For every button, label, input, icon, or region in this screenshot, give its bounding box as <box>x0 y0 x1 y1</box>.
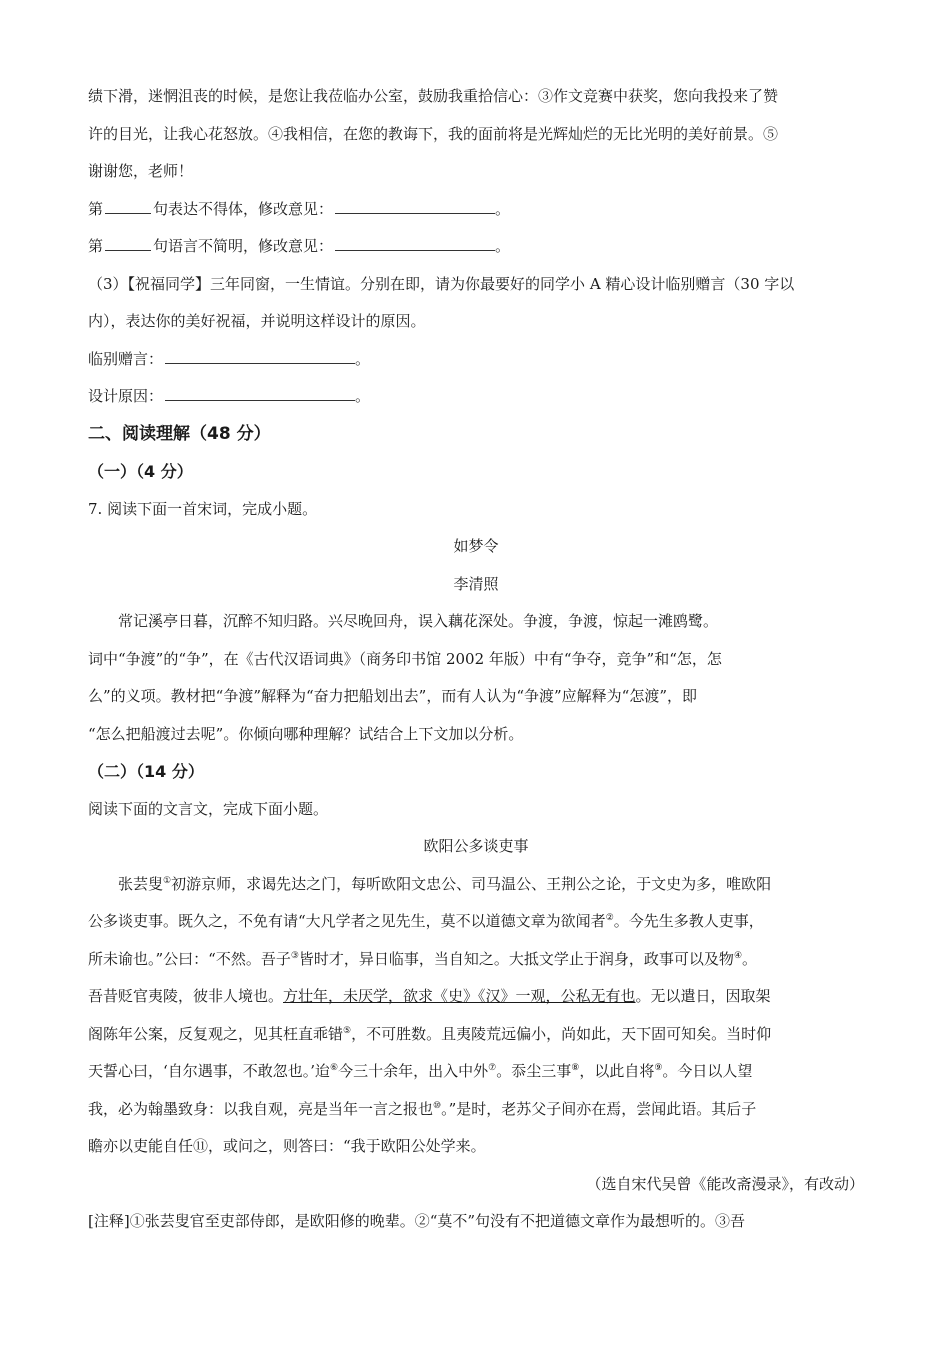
document-page <box>88 78 864 1241</box>
question-improper-expression: 第 句表达不得体，修改意见： 。 <box>88 199 511 218</box>
subsection-heading: （一）（4 分） <box>88 462 193 481</box>
essay-line: 阁陈年公案，反复观之，见其枉直乖错⑤，不可胜数。且夷陵荒远偏小，尚如此，天下固可知矣。当时仰 <box>88 1024 772 1043</box>
essay-line: 公多谈吏事。既久之，不免有请“大凡学者之见先生，莫不以道德文章为欲闻者②。今先生多教人吏事， <box>88 912 764 930</box>
paragraph-line: 词中“争渡”的“争”，在《古代汉语词典》（商务印书馆 2002 年版）中有“争夺，竞争”和“怎，怎 <box>88 649 722 668</box>
essay-line: 瞻亦以吏能自任⑪，或问之，则答曰：“我于欧阳公处学来。 <box>88 1137 486 1155</box>
essay-line: 我，必为翰墨致身：以我自观，亮是当年一言之报也⑩。”是时，老苏父子间亦在焉，尝闻此语。其后子 <box>88 1099 757 1118</box>
paragraph-line: 么”的义项。教材把“争渡”解释为“奋力把船划出去”，而有人认为“争渡”应解释为“怎渡”，即 <box>88 687 698 705</box>
design-reason-field: 设计原因： 。 <box>88 387 371 405</box>
question-verbose-language: 第 句语言不简明，修改意见： 。 <box>88 237 511 255</box>
answer-blank[interactable] <box>105 212 151 214</box>
question-3-line: 内），表达你的美好祝福，并说明这样设计的原因。 <box>88 312 426 330</box>
essay-line: 张芸叟①初游京师，求谒先达之门，每听欧阳文忠公、司马温公、王荆公之论，于文史为多，唯欧阳 <box>118 874 772 893</box>
answer-blank[interactable] <box>335 249 495 251</box>
paragraph-line: 谢谢您，老师！ <box>88 162 194 180</box>
subsection-heading: （二）（14 分） <box>88 762 204 781</box>
answer-blank[interactable] <box>335 212 495 214</box>
essay-line: 天誓心曰，‘自尔遇事，不敢忽也。’迨⑥今三十余年，出入中外⑦。忝尘三事⑧，以此自将⑨。今日以人望 <box>88 1062 753 1080</box>
essay-line: 所未谕也。”公曰：“不然。吾子③皆时才，异日临事，当自知之。大抵文学止于润身，政事可以及物④。 <box>88 949 758 968</box>
source-citation: （选自宋代吴曾《能改斋漫录》，有改动） <box>586 1174 864 1193</box>
underlined-sentence: 方壮年，未厌学，欲求《史》《汉》一观，公私无有也 <box>283 987 636 1005</box>
section-heading: 二、阅读理解（48 分） <box>88 423 271 444</box>
poem-title: 如梦令 <box>453 537 499 555</box>
reading-intro: 阅读下面的文言文，完成下面小题。 <box>88 799 329 818</box>
paragraph-line: 许的目光，让我心花怒放。④我相信，在您的教诲下，我的面前将是光辉灿烂的无比光明的美好前景。⑤ <box>88 124 779 143</box>
question-3-line: （3）【祝福同学】三年同窗，一生情谊。分别在即，请为你最要好的同学小 A 精心设计临别赠言（30 字以 <box>88 274 795 293</box>
annotations: [注释]①张芸叟官至吏部侍郎，是欧阳修的晚辈。②“莫不”句没有不把道德文章作为最想听的。③吾 <box>88 1212 746 1230</box>
paragraph-line: 绩下滑，迷惘沮丧的时候，是您让我莅临办公室，鼓励我重拾信心：③作文竞赛中获奖，您向我投来了赞 <box>88 87 779 105</box>
paragraph-line: “怎么把船渡过去呢”。你倾向哪种理解？试结合上下文加以分析。 <box>88 724 524 743</box>
answer-blank[interactable] <box>165 399 355 401</box>
essay-title: 欧阳公多谈吏事 <box>423 837 529 855</box>
farewell-message-field: 临别赠言： 。 <box>88 349 371 368</box>
question-7: 7. 阅读下面一首宋词，完成小题。 <box>88 499 318 518</box>
poem-author: 李清照 <box>453 574 499 593</box>
poem-body: 常记溪亭日暮，沉醉不知归路。兴尽晚回舟，误入藕花深处。争渡，争渡，惊起一滩鸥鹭。 <box>118 612 719 630</box>
answer-blank[interactable] <box>105 249 151 251</box>
answer-blank[interactable] <box>165 362 355 364</box>
essay-line: 吾昔贬官夷陵，彼非人境也。方壮年，未厌学，欲求《史》《汉》一观，公私无有也。无以遣日，因取架 <box>88 987 771 1005</box>
